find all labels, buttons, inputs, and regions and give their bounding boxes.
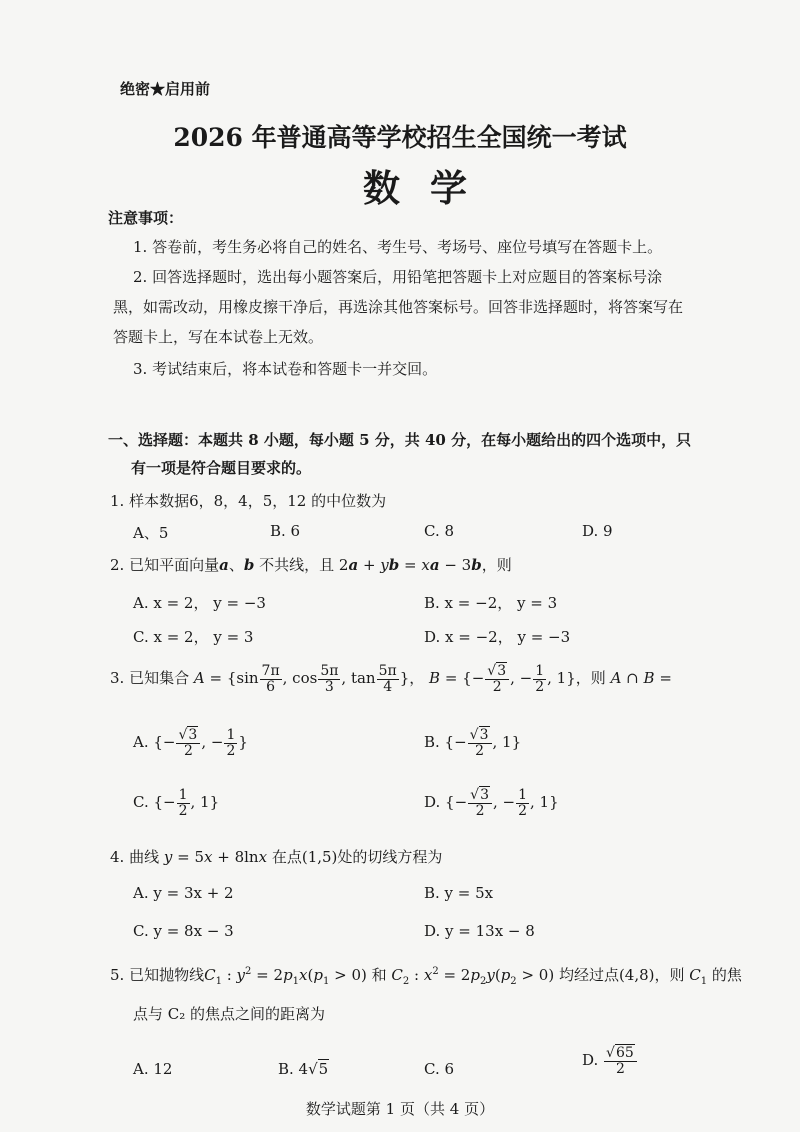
question-4-option-c: C. y = 8x − 3 (133, 922, 234, 940)
question-3-stem-tail: ，则 (575, 669, 606, 688)
question-2-option-d: D. x = −2， y = −3 (424, 628, 571, 646)
question-2-option-c: C. x = 2， y = 3 (133, 628, 254, 646)
notice-item-3: 3. 考试结束后，将本试卷和答题卡一并交回。 (133, 360, 438, 378)
question-4-stem: 4. 曲线 y = 5x + 8lnx 在点(1,5)处的切线方程为 (110, 848, 443, 866)
notice-item-2-line-2: 黑，如需改动，用橡皮擦干净后，再选涂其他答案标号。回答非选择题时，将答案写在 (113, 298, 684, 316)
question-5-stem-prefix: 5. 已知抛物线 (110, 966, 205, 984)
question-5-option-c: C. 6 (424, 1060, 455, 1078)
question-4-option-d: D. y = 13x − 8 (424, 922, 535, 940)
question-1-stem: 1. 样本数据6，8，4，5，12 的中位数为 (110, 492, 387, 510)
question-3-stem-prefix: 3. 已知集合 (110, 669, 190, 688)
notice-item-2-line-3: 答题卡上，写在本试卷上无效。 (113, 328, 324, 346)
question-4-option-a: A. y = 3x + 2 (133, 884, 234, 902)
notice-item-1: 1. 答卷前，考生务必将自己的姓名、考生号、考场号、座位号填写在答题卡上。 (133, 238, 663, 256)
question-4-stem-mid: 在点(1,5)处的切线方程为 (271, 848, 443, 866)
question-1-option-a: A、5 (133, 524, 169, 542)
question-3-option-b: B. {− $\frac{√3}{2}$ , 1} (424, 727, 522, 759)
question-5-stem-line-2: 点与 C₂ 的焦点之间的距离为 (133, 1005, 326, 1023)
question-3-option-c: C. {− $\frac{1}{2}$ , 1} (133, 787, 220, 819)
question-5-option-a: A. 12 (133, 1060, 173, 1078)
question-1-option-c: C. 8 (424, 522, 455, 540)
question-2-option-a: A. x = 2， y = −3 (133, 594, 266, 612)
question-2-stem: 2. 已知平面向量a、b 不共线，且 2a + yb = xa − 3b，则 (110, 556, 512, 574)
question-5-stem-line-1: 5. 已知抛物线$C_1$ : $y^2 = 2p_1x(p_1 > 0)$ 和 $C_2$ : $x^2 = 2p_2y(p_2 > 0)$ 均经过点(4,8)，则 $C_1$ 的焦 (110, 966, 742, 987)
page-footer: 数学试题第 1 页（共 4 页） (305, 1100, 495, 1118)
notice-item-2-line-1: 2. 回答选择题时，选出每小题答案后，用铅笔把答题卡上对应题目的答案标号涂 (133, 268, 663, 286)
question-5-option-d: D. $\frac{√65}{2}$ (582, 1046, 638, 1076)
question-4-option-b: B. y = 5x (424, 884, 494, 902)
subject-title: 数学 (363, 166, 497, 210)
question-3-option-a: A. {− $\frac{√3}{2}$ , − $\frac{1}{2}$ } (133, 727, 248, 759)
question-2-option-b: B. x = −2， y = 3 (424, 594, 558, 612)
question-3-option-d: D. {− $\frac{√3}{2}$ , − $\frac{1}{2}$ , 1} (424, 787, 559, 819)
question-3-stem: 3. 已知集合 A = {sin $\frac{7\pi}{6}$ , cos $\frac{5\pi}{3}$ , tan $\frac{5\pi}{4}$ }， B = {− $\frac{√3}{2}$ , − $\frac{1}{2}$ , 1}，则 A ∩ B = (110, 663, 672, 695)
question-4-stem-prefix: 4. 曲线 (110, 848, 160, 866)
notice-heading: 注意事项： (108, 209, 184, 227)
confidential-mark: 绝密★启用前 (120, 80, 211, 98)
question-1-option-b: B. 6 (270, 522, 301, 540)
question-5-option-b: B. 4√5 (278, 1060, 329, 1078)
question-2-stem-prefix: 2. 已知平面向量 (110, 556, 220, 574)
exam-title: 2026 年普通高等学校招生全国统一考试 (173, 123, 627, 152)
section-heading-line-1: 一、选择题：本题共 8 小题，每小题 5 分，共 40 分，在每小题给出的四个选项中，只 (108, 431, 692, 449)
section-heading-line-2: 有一项是符合题目要求的。 (131, 459, 312, 477)
question-1-option-d: D. 9 (582, 522, 613, 540)
